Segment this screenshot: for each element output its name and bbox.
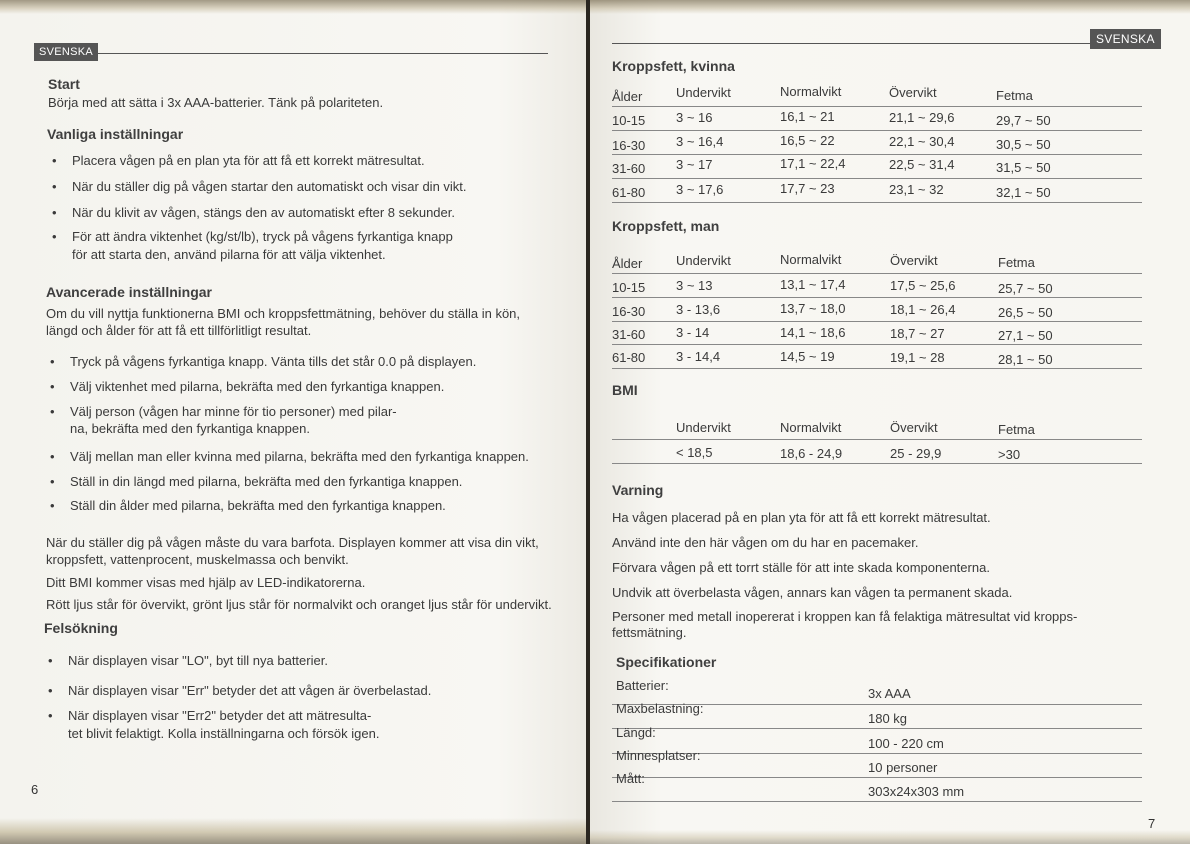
list-item-continued: för att starta den, använd pilarna för att välja viktenhet. bbox=[72, 247, 386, 262]
table-rule bbox=[612, 344, 1142, 345]
list-item: • Välj mellan man eller kvinna med pilarna, bekräfta med den fyrkantiga knappen. bbox=[70, 449, 529, 465]
table-rule bbox=[612, 728, 1142, 729]
table-cell: 22,5 ~ 31,4 bbox=[889, 157, 955, 172]
table-cell: 18,1 ~ 26,4 bbox=[890, 302, 956, 317]
table-cell: 25 - 29,9 bbox=[890, 446, 942, 461]
column-header: Normalvikt bbox=[780, 420, 842, 435]
list-item: • När displayen visar "Err2" betyder det att mätresulta- bbox=[68, 708, 371, 724]
table-cell: 31-60 bbox=[612, 161, 646, 176]
spec-value: 303x24x303 mm bbox=[868, 784, 965, 799]
spec-value: 3x AAA bbox=[868, 686, 911, 701]
column-header: Fetma bbox=[998, 422, 1035, 437]
page-edge-shadow bbox=[0, 0, 586, 14]
table-cell: < 18,5 bbox=[676, 445, 713, 460]
advanced-settings-heading: Avancerade inställningar bbox=[46, 284, 212, 300]
warning-line: Ha vågen placerad på en plan yta för att få ett korrekt mätresultat. bbox=[612, 510, 991, 525]
spec-value: 100 - 220 cm bbox=[868, 736, 944, 751]
column-header: Fetma bbox=[998, 255, 1035, 270]
table-cell: 3 ~ 16 bbox=[676, 110, 713, 125]
table-cell: 13,7 ~ 18,0 bbox=[780, 301, 846, 316]
column-header: Ålder bbox=[612, 89, 643, 104]
table-cell: 13,1 ~ 17,4 bbox=[780, 277, 846, 292]
start-heading: Start bbox=[48, 76, 80, 92]
list-item-continued: na, bekräfta med den fyrkantiga knappen. bbox=[70, 421, 310, 436]
table-cell: 32,1 ~ 50 bbox=[996, 185, 1051, 200]
column-header: Ålder bbox=[612, 256, 643, 271]
header-rule bbox=[98, 53, 548, 54]
spec-label: Maxbelastning: bbox=[616, 701, 704, 716]
table-cell: 16-30 bbox=[612, 304, 646, 319]
column-header: Undervikt bbox=[676, 85, 731, 100]
column-header: Undervikt bbox=[676, 420, 731, 435]
page-edge-shadow bbox=[0, 818, 586, 844]
language-tag: SVENSKA bbox=[34, 43, 98, 61]
warning-line: Personer med metall inopererat i kroppen kan få felaktiga mätresultat vid kropps- bbox=[612, 609, 1078, 624]
table-cell: 21,1 ~ 29,6 bbox=[889, 110, 955, 125]
basic-settings-heading: Vanliga inställningar bbox=[47, 126, 184, 142]
table-cell: >30 bbox=[998, 447, 1021, 462]
table-rule bbox=[612, 154, 1142, 155]
page-edge-shadow bbox=[590, 0, 1190, 14]
spec-label: Batterier: bbox=[616, 678, 669, 693]
language-tag: SVENSKA bbox=[1090, 29, 1161, 49]
warning-line: Undvik att överbelasta vågen, annars kan vågen ta permanent skada. bbox=[612, 585, 1013, 600]
table-rule bbox=[612, 801, 1142, 802]
list-item: • Välj viktenhet med pilarna, bekräfta med den fyrkantiga knappen. bbox=[70, 379, 444, 395]
table-rule bbox=[612, 297, 1142, 298]
table-rule bbox=[612, 202, 1142, 203]
column-header: Övervikt bbox=[890, 253, 938, 268]
list-item: • När du ställer dig på vågen startar den automatiskt och visar din vikt. bbox=[72, 179, 467, 195]
list-item: • När displayen visar "LO", byt till nya batterier. bbox=[68, 653, 328, 669]
table-cell: 3 - 13,6 bbox=[676, 302, 721, 317]
list-item: • När displayen visar "Err" betyder det att vågen är överbelastad. bbox=[68, 683, 431, 699]
right-page bbox=[590, 0, 1190, 844]
column-header: Fetma bbox=[996, 88, 1033, 103]
table-cell: 14,1 ~ 18,6 bbox=[780, 325, 846, 340]
list-item: • Ställ in din längd med pilarna, bekräfta med den fyrkantiga knappen. bbox=[70, 474, 462, 490]
header-rule bbox=[612, 43, 1092, 44]
table-cell: 17,1 ~ 22,4 bbox=[780, 156, 846, 171]
table-cell: 61-80 bbox=[612, 185, 646, 200]
table-cell: 10-15 bbox=[612, 113, 646, 128]
table-cell: 29,7 ~ 50 bbox=[996, 113, 1051, 128]
table-cell: 16,5 ~ 22 bbox=[780, 133, 835, 148]
table-cell: 3 - 14,4 bbox=[676, 349, 721, 364]
table-rule bbox=[612, 178, 1142, 179]
advanced-intro-continued: längd och ålder för att få ett tillförlitligt resultat. bbox=[46, 323, 312, 338]
table-cell: 27,1 ~ 50 bbox=[998, 328, 1053, 343]
paragraph-continued: kroppsfett, vattenprocent, muskelmassa och benvikt. bbox=[46, 552, 349, 567]
column-header: Normalvikt bbox=[780, 84, 842, 99]
table-cell: 30,5 ~ 50 bbox=[996, 137, 1051, 152]
table-cell: 3 ~ 17 bbox=[676, 157, 713, 172]
advanced-intro: Om du vill nyttja funktionerna BMI och kroppsfettmätning, behöver du ställa in kön, bbox=[46, 306, 521, 321]
table-cell: 17,5 ~ 25,6 bbox=[890, 278, 956, 293]
table-rule bbox=[612, 368, 1142, 369]
table-cell: 18,7 ~ 27 bbox=[890, 326, 945, 341]
warning-line: Använd inte den här vågen om du har en pacemaker. bbox=[612, 535, 919, 550]
table-cell: 3 ~ 16,4 bbox=[676, 134, 724, 149]
table-rule bbox=[612, 106, 1142, 107]
list-item: • Välj person (vågen har minne för tio personer) med pilar- bbox=[70, 404, 397, 420]
page-number: 6 bbox=[31, 782, 39, 797]
table-cell: 28,1 ~ 50 bbox=[998, 352, 1053, 367]
list-item: • När du klivit av vågen, stängs den av automatiskt efter 8 sekunder. bbox=[72, 205, 455, 221]
table-cell: 3 ~ 13 bbox=[676, 278, 713, 293]
left-page bbox=[0, 0, 586, 844]
table-cell: 3 ~ 17,6 bbox=[676, 182, 724, 197]
warning-heading: Varning bbox=[612, 482, 664, 498]
table-rule bbox=[612, 463, 1142, 464]
spec-value: 10 personer bbox=[868, 760, 938, 775]
table-cell: 14,5 ~ 19 bbox=[780, 349, 835, 364]
paragraph: Ditt BMI kommer visas med hjälp av LED-indikatorerna. bbox=[46, 575, 366, 590]
column-header: Undervikt bbox=[676, 253, 731, 268]
list-item: • Ställ din ålder med pilarna, bekräfta med den fyrkantiga knappen. bbox=[70, 498, 446, 514]
table-cell: 16-30 bbox=[612, 138, 646, 153]
table-cell: 31-60 bbox=[612, 327, 646, 342]
specifications-heading: Specifikationer bbox=[616, 654, 717, 670]
table-rule bbox=[612, 273, 1142, 274]
table-cell: 19,1 ~ 28 bbox=[890, 350, 945, 365]
table-cell: 16,1 ~ 21 bbox=[780, 109, 835, 124]
list-item: • För att ändra viktenhet (kg/st/lb), tryck på vågens fyrkantiga knapp bbox=[72, 229, 453, 245]
table-cell: 10-15 bbox=[612, 280, 646, 295]
spec-value: 180 kg bbox=[868, 711, 908, 726]
spec-label: Längd: bbox=[616, 725, 656, 740]
table-cell: 23,1 ~ 32 bbox=[889, 182, 944, 197]
page-number: 7 bbox=[1148, 816, 1156, 831]
table-rule bbox=[612, 439, 1142, 440]
bmi-heading: BMI bbox=[612, 382, 638, 398]
page-edge-shadow bbox=[590, 830, 1190, 844]
paragraph: Rött ljus står för övervikt, grönt ljus står för normalvikt och oranget ljus står för undervikt. bbox=[46, 597, 552, 612]
table-rule bbox=[612, 777, 1142, 778]
table-cell: 31,5 ~ 50 bbox=[996, 160, 1051, 175]
warning-line-continued: fettsmätning. bbox=[612, 625, 687, 640]
list-item: • Tryck på vågens fyrkantiga knapp. Vänta tills det står 0.0 på displayen. bbox=[70, 354, 476, 370]
table-cell: 25,7 ~ 50 bbox=[998, 281, 1053, 296]
body-fat-men-heading: Kroppsfett, man bbox=[612, 218, 720, 234]
start-text: Börja med att sätta i 3x AAA-batterier. Tänk på polariteten. bbox=[48, 95, 384, 110]
paragraph: När du ställer dig på vågen måste du vara barfota. Displayen kommer att visa din vikt, bbox=[46, 535, 539, 550]
spec-label: Minnesplatser: bbox=[616, 748, 701, 763]
column-header: Övervikt bbox=[889, 85, 937, 100]
table-cell: 26,5 ~ 50 bbox=[998, 305, 1053, 320]
table-cell: 17,7 ~ 23 bbox=[780, 181, 835, 196]
body-fat-women-heading: Kroppsfett, kvinna bbox=[612, 58, 735, 74]
list-item-continued: tet blivit felaktigt. Kolla inställningarna och försök igen. bbox=[68, 726, 380, 741]
column-header: Övervikt bbox=[890, 420, 938, 435]
warning-line: Förvara vågen på ett torrt ställe för att inte skada komponenterna. bbox=[612, 560, 990, 575]
table-rule bbox=[612, 321, 1142, 322]
table-cell: 22,1 ~ 30,4 bbox=[889, 134, 955, 149]
column-header: Normalvikt bbox=[780, 252, 842, 267]
table-rule bbox=[612, 130, 1142, 131]
table-cell: 18,6 - 24,9 bbox=[780, 446, 843, 461]
list-item: • Placera vågen på en plan yta för att få ett korrekt mätresultat. bbox=[72, 153, 425, 169]
table-cell: 3 - 14 bbox=[676, 325, 710, 340]
spec-label: Mått: bbox=[616, 771, 645, 786]
table-cell: 61-80 bbox=[612, 350, 646, 365]
troubleshooting-heading: Felsökning bbox=[44, 620, 118, 636]
